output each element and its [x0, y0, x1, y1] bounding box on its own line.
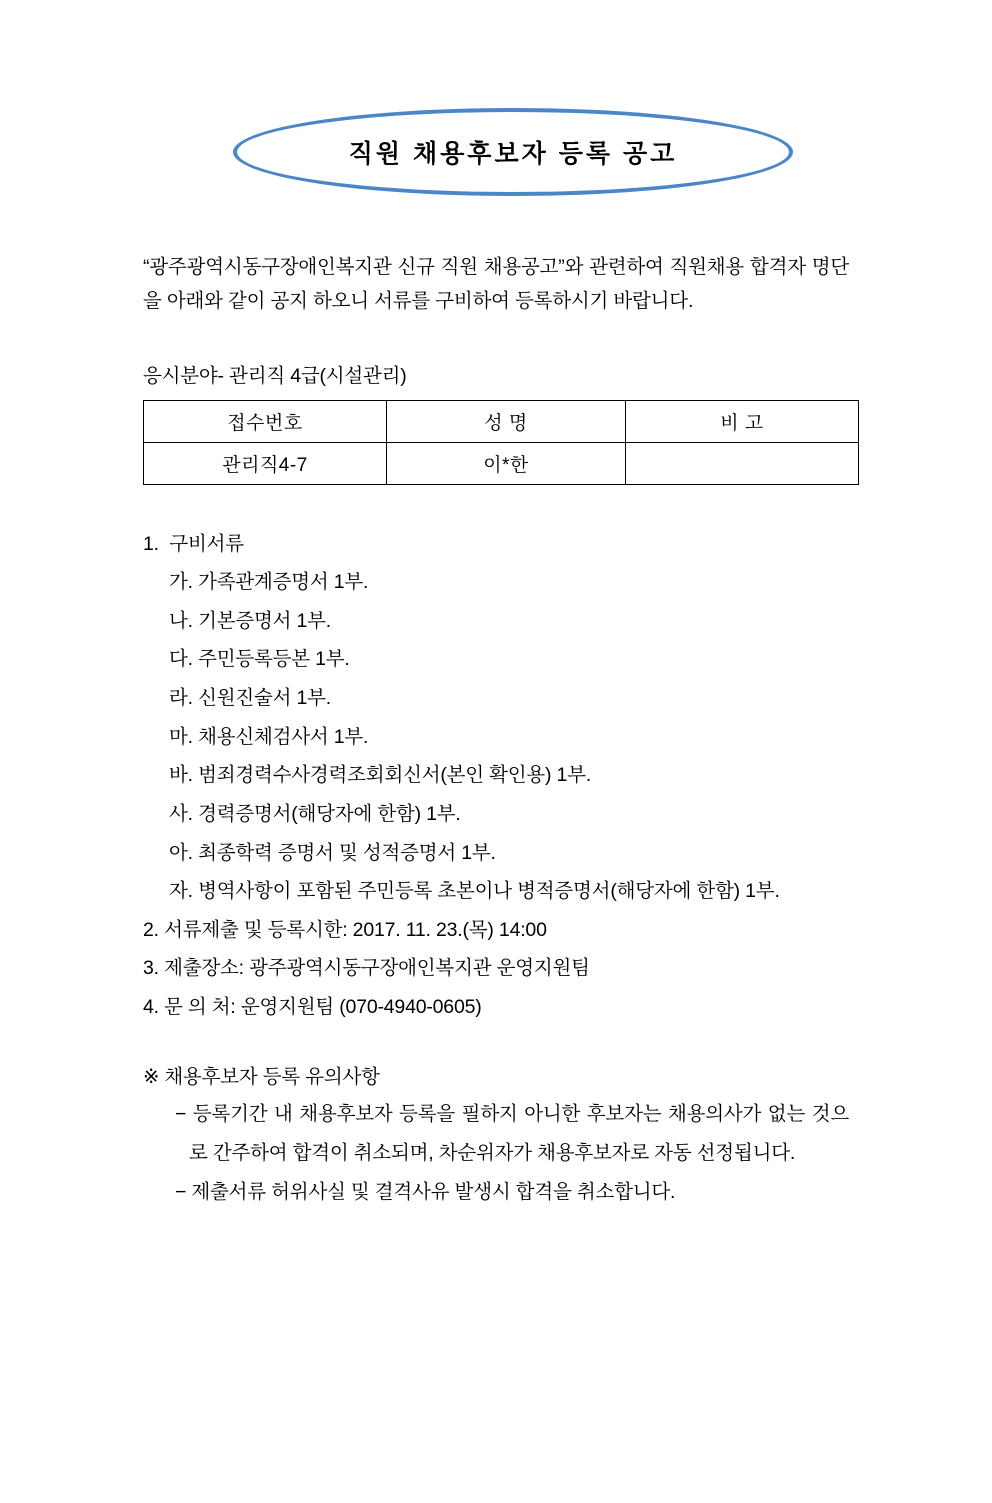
table-row	[144, 443, 859, 485]
list-item: 자. 병역사항이 포함된 주민등록 초본이나 병적증명서(해당자에 한함) 1부.	[169, 880, 780, 903]
cell-name: 이*한	[387, 443, 626, 485]
cell-receipt-no: 관리직4-7	[144, 443, 387, 485]
section-1-title	[143, 525, 849, 563]
table-header-remarks: 비 고	[626, 401, 859, 443]
notice-item: − 등록기간 내 채용후보자 등록을 필하지 아니한 후보자는 채용의사가 없는 것으로 간주하여 합격이 취소되며, 차순위자가 채용후보자로 자동 선정됩니다.	[175, 1102, 849, 1164]
list-item: 아. 최종학력 증명서 및 성적증명서 1부.	[169, 841, 496, 864]
section-1-number: 1.	[143, 533, 159, 556]
candidate-table	[143, 400, 859, 485]
list-item: 바. 범죄경력수사경력조회회신서(본인 확인용) 1부.	[169, 764, 592, 787]
page-title: 직원 채용후보자 등록 공고	[348, 140, 678, 168]
list-item: 가. 가족관계증명서 1부.	[169, 571, 369, 594]
table-header-row	[144, 401, 859, 443]
notice-heading: ※ 채용후보자 등록 유의사항	[143, 1065, 380, 1088]
section-submission-place: 3. 제출장소: 광주광역시동구장애인복지관 운영지원팀	[143, 957, 590, 980]
list-item: 나. 기본증명서 1부.	[169, 609, 331, 632]
notice-item: − 제출서류 허위사실 및 결격사유 발생시 합격을 취소합니다.	[175, 1180, 676, 1203]
list-item: 다. 주민등록등본 1부.	[169, 648, 350, 671]
table-header-receipt-no: 접수번호	[144, 401, 387, 443]
numbered-sections	[143, 911, 849, 1027]
section-1-label: 구비서류	[169, 533, 244, 556]
application-field-line: 응시분야- 관리직 4급(시설관리)	[143, 365, 407, 388]
document-page	[0, 100, 992, 1503]
section-contact: 4. 문 의 처: 운영지원팀 (070-4940-0605)	[143, 995, 482, 1018]
required-documents-list	[143, 563, 849, 910]
list-item: 사. 경력증명서(해당자에 한함) 1부.	[169, 802, 461, 825]
intro-paragraph: “광주광역시동구장애인복지관 신규 직원 채용공고”와 관련하여 직원채용 합격자 명단을 아래와 같이 공지 하오니 서류를 구비하여 등록하시기 바랍니다.	[143, 256, 849, 313]
title-block	[143, 100, 849, 250]
cell-remarks	[626, 443, 859, 485]
list-item: 마. 채용신체검사서 1부.	[169, 725, 369, 748]
notice-list	[143, 1095, 849, 1212]
section-submission-deadline: 2. 서류제출 및 등록시한: 2017. 11. 23.(목) 14:00	[143, 918, 547, 941]
table-header-name: 성 명	[387, 401, 626, 443]
section-required-documents	[143, 525, 849, 911]
list-item: 라. 신원진술서 1부.	[169, 687, 331, 710]
